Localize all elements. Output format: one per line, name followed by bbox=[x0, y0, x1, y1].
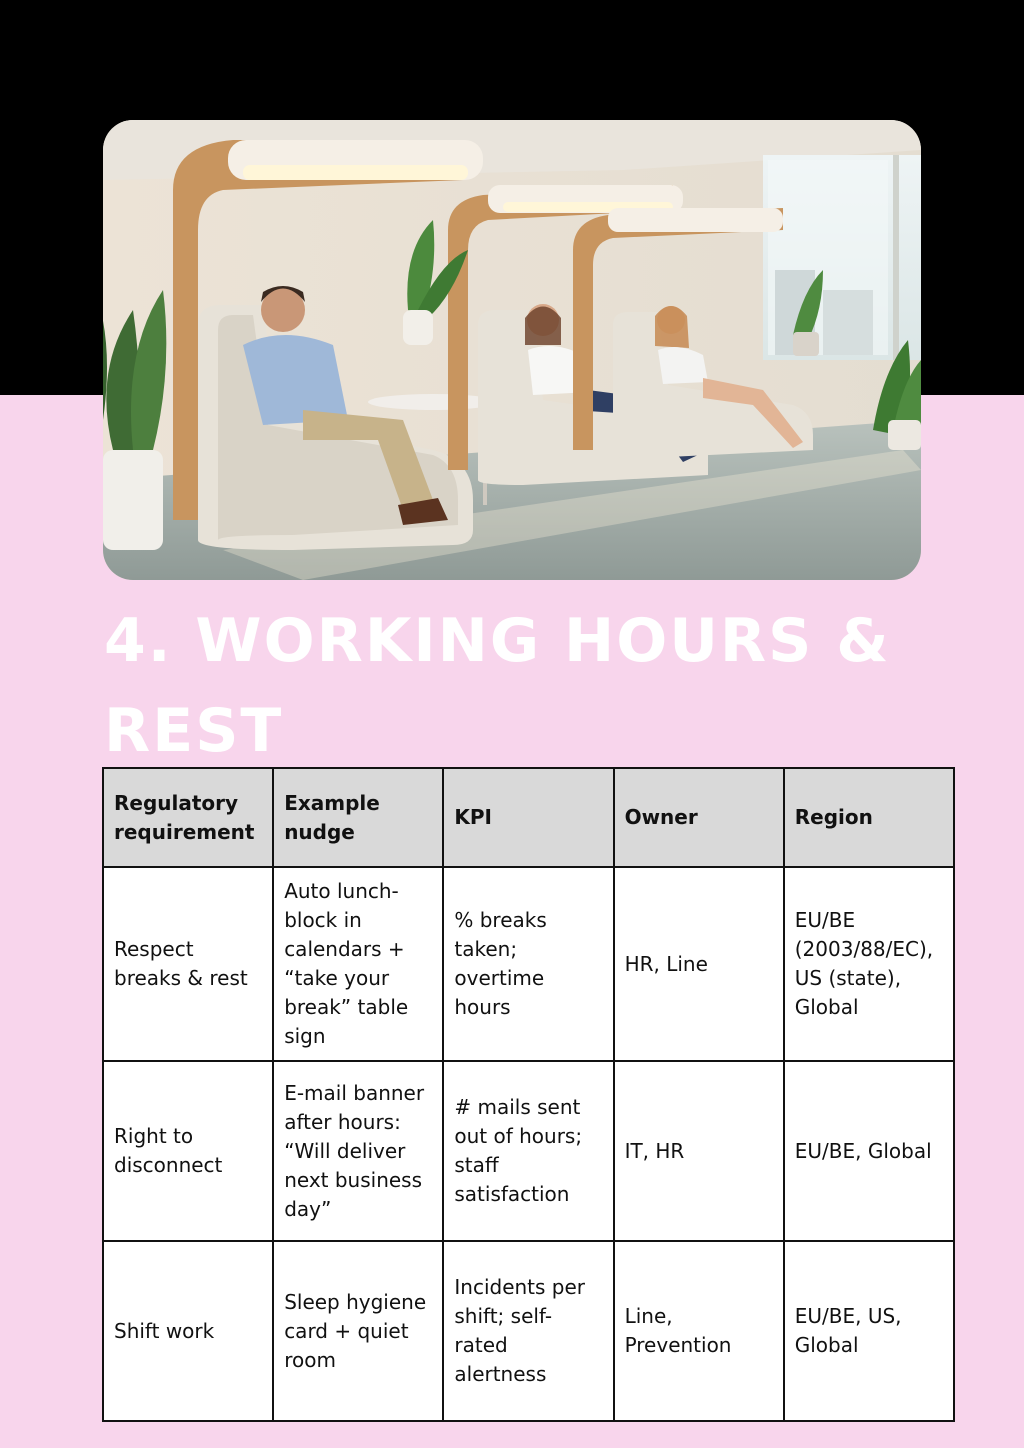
table-cell: HR, Line bbox=[614, 867, 784, 1061]
table-cell: % breaks taken; overtime hours bbox=[443, 867, 613, 1061]
hero-photo bbox=[103, 120, 921, 580]
column-header: Owner bbox=[614, 768, 784, 867]
table-cell: EU/BE (2003/88/EC), US (state), Global bbox=[784, 867, 954, 1061]
column-header: KPI bbox=[443, 768, 613, 867]
table-cell: EU/BE, US, Global bbox=[784, 1241, 954, 1421]
table-header-row bbox=[103, 768, 954, 867]
table-row bbox=[103, 1241, 954, 1421]
table-cell: Auto lunch-block in calendars + “take your break” table sign bbox=[273, 867, 443, 1061]
table-row bbox=[103, 1061, 954, 1241]
section-title: 4. WORKING HOURS & REST bbox=[104, 606, 891, 766]
table-cell: Sleep hygiene card + quiet room bbox=[273, 1241, 443, 1421]
table-cell: Incidents per shift; self-rated alertness bbox=[443, 1241, 613, 1421]
table-cell: Shift work bbox=[103, 1241, 273, 1421]
table-row bbox=[103, 867, 954, 1061]
table-cell: IT, HR bbox=[614, 1061, 784, 1241]
table-cell: E-mail banner after hours: “Will deliver next business day” bbox=[273, 1061, 443, 1241]
column-header: Region bbox=[784, 768, 954, 867]
regulatory-table bbox=[102, 767, 955, 1422]
table-cell: # mails sent out of hours; staff satisfaction bbox=[443, 1061, 613, 1241]
column-header: Regulatory requirement bbox=[103, 768, 273, 867]
table-cell: EU/BE, Global bbox=[784, 1061, 954, 1241]
table-cell: Line, Prevention bbox=[614, 1241, 784, 1421]
column-header: Example nudge bbox=[273, 768, 443, 867]
table-cell: Right to disconnect bbox=[103, 1061, 273, 1241]
table-cell: Respect breaks & rest bbox=[103, 867, 273, 1061]
